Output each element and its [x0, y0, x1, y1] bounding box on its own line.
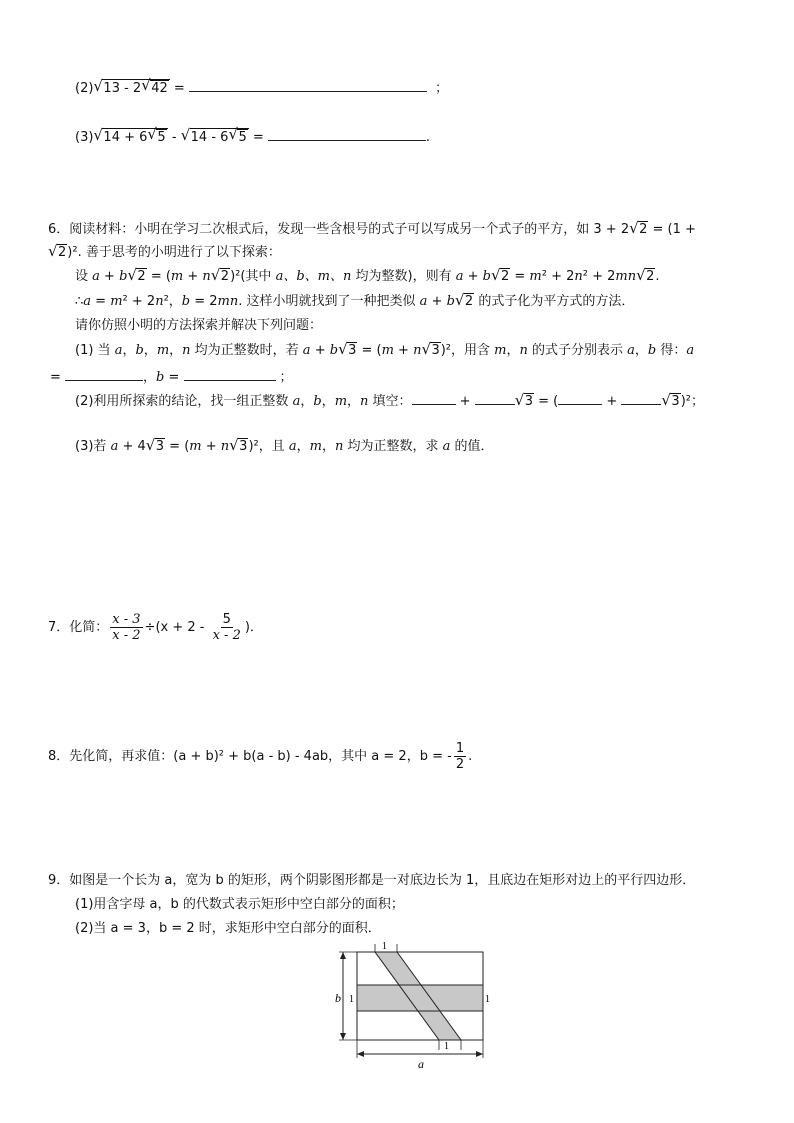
q6-l6o: + [393, 343, 414, 358]
q7-op: ÷(x + 2 - [144, 620, 209, 635]
q6-l3i: )²(其中 [230, 269, 276, 284]
q7-den1: x - 2 [112, 628, 141, 643]
label-1-right: 1 [485, 994, 490, 1005]
q6-l6end: a [686, 343, 695, 358]
q6-l6-rad1: √ 3 [338, 340, 357, 358]
q6-line4 [75, 293, 634, 311]
q6-l8a: (2)利用所探索的结论，找一组正整数 [75, 394, 293, 409]
q6-l6d: b [135, 343, 144, 358]
q6-l4i: = 2 [190, 294, 218, 309]
q6-l6i: 均为正整数时，若 [190, 343, 303, 358]
q6-l3l: a [455, 269, 464, 284]
q6-l3g: + [183, 269, 203, 284]
q6-l8r2: 3 [671, 394, 680, 409]
q6-l8j: + [455, 394, 475, 409]
q6-l9h: )²，且 [248, 439, 289, 454]
q6-l6u: n [519, 343, 528, 358]
q6-l3a: 设 [75, 269, 93, 284]
q6-answer-b-blank[interactable] [184, 366, 276, 381]
q6-l9j: ， [296, 439, 310, 454]
q6-l6b: a [114, 343, 123, 358]
q7-label: 7．化简： [48, 620, 109, 635]
q6-l3k: 均为整数)，则有 [351, 269, 456, 284]
q6-l9g: n [220, 439, 230, 454]
q6-l3r1: 2 [137, 269, 146, 284]
q6-l6n: m [381, 343, 394, 358]
q6-line5 [75, 317, 322, 335]
q6-l3-rad4: √ 2 [636, 266, 655, 284]
q6-l3j: a、b、m、n [275, 269, 352, 284]
q5-part3-b: + 6 [119, 130, 148, 145]
q6-answer-a-blank[interactable] [65, 366, 143, 381]
b-arrow-top [340, 952, 346, 959]
label-1-top: 1 [382, 941, 387, 952]
q5-part2-op: - 2 [119, 81, 142, 96]
q6-l7b: ， [143, 370, 157, 385]
q6-l8f: m [334, 394, 348, 409]
a-arrow-right [476, 1051, 483, 1057]
q5-part2-label: (2) [75, 81, 94, 96]
q5-part2-radical: √ 13 - 2 √ 42 [93, 76, 168, 96]
q5-part3-e: - 6 [207, 130, 229, 145]
q5-part2-r2: 42 [151, 81, 168, 96]
q6-l9k: m [309, 439, 322, 454]
q6-l9n: 均为正整数，求 [343, 439, 443, 454]
q6-l9-rad1: √ 3 [145, 436, 165, 454]
q6-l4-rad: √ 2 [454, 291, 474, 309]
q6-l3f: m [170, 269, 184, 284]
q8-end: . [468, 749, 473, 764]
q7-num1: x - 3 [112, 612, 141, 627]
q5-part2-inner-radical: √ 42 [141, 76, 168, 96]
q6-l3-rad1: √ 2 [127, 266, 146, 284]
q6-l4j: mn [217, 294, 239, 309]
q6-l6z: 得： [656, 343, 687, 358]
q6-l6r2: 3 [431, 343, 440, 358]
q6-l4d: m [110, 294, 123, 309]
q5-part3-c: 5 [157, 130, 166, 145]
q6-l6e: ， [143, 343, 157, 358]
q9-line1 [48, 872, 695, 890]
q6-l3r4: 2 [646, 269, 655, 284]
q6-l8r1: 3 [524, 394, 533, 409]
q6-l9c: + 4 [118, 439, 146, 454]
q7-num2: 5 [222, 612, 231, 627]
q6-l4b: a [83, 294, 92, 309]
q8 [48, 741, 472, 773]
q6-l9l: ， [321, 439, 335, 454]
q6-l1-radical: √ 2 [629, 219, 648, 237]
q6-l3p: m [529, 269, 542, 284]
q6-l6-rad2: √ 3 [421, 340, 440, 358]
q6-l4l: a [419, 294, 428, 309]
q6-l8g: ， [347, 394, 361, 409]
q6-l3c: + [99, 269, 120, 284]
q6-l3t: ² + 2 [582, 269, 616, 284]
q7-frac2 [211, 612, 243, 643]
q6-l8-rad1: √ 3 [514, 391, 533, 409]
q6-l9p: 的值． [450, 439, 494, 454]
q6-l8-rad2: √ 3 [661, 391, 680, 409]
q6-l6h: n [182, 343, 191, 358]
q5-part3-mid: - [167, 130, 181, 145]
q6-l8l: + [602, 394, 622, 409]
q5-part2-answer-blank[interactable] [189, 77, 427, 92]
q5-part2-eq: = [169, 81, 185, 96]
q5-part3-eq: = [248, 130, 264, 145]
q6-l9b: a [110, 439, 119, 454]
q6-l3q: ² + 2 [541, 269, 575, 284]
q6-l7a: = [50, 370, 66, 385]
q5-part3-f: 5 [238, 130, 247, 145]
q6-l9r1: 3 [155, 439, 165, 454]
q6-fill-a-blank[interactable] [412, 390, 456, 405]
q6-l6r1: 3 [348, 343, 357, 358]
q6-fill-b-blank[interactable] [475, 390, 515, 405]
q6-l6q: )²，用含 [440, 343, 495, 358]
q6-l3h: n [202, 269, 211, 284]
q6-line1 [48, 221, 696, 239]
q6-l8e: ， [321, 394, 335, 409]
q9-line3 [75, 920, 381, 938]
q6-l8i: 填空： [368, 394, 412, 409]
q6-l7d: = [164, 370, 184, 385]
q6-line8 [75, 390, 704, 411]
q6-l3o: = [510, 269, 530, 284]
q6-l6c: ， [122, 343, 136, 358]
q6-l9o: a [442, 439, 451, 454]
q6-l8b: a [292, 394, 301, 409]
q6-l6m: = ( [357, 343, 382, 358]
q6-l6p: n [413, 343, 422, 358]
q6-l1a: 6．阅读材料：小明在学习二次根式后，发现一些含根号的式子可以写成另一个式子的平方，如 3 + 2 [48, 222, 630, 237]
q5-part3-inner1: √ 5 [147, 125, 166, 145]
q6-l4g: ²， [163, 294, 182, 309]
q6-l9-rad2: √ 3 [229, 436, 248, 454]
q6-l7c: b [156, 370, 165, 385]
q6-l9a: (3)若 [75, 439, 111, 454]
q8-text: 8．先化简，再求值：(a + b)² + b(a - b) - 4ab，其中 a = 2，b = - [48, 749, 452, 764]
q6-l3-rad3: √ 2 [490, 266, 510, 284]
q5-part3-radical1: √ 14 + 6 √ 5 [93, 125, 166, 145]
q6-l4e: ² + 2 [122, 294, 156, 309]
q5-part3-inner2: √ 5 [228, 125, 247, 145]
q6-l8h: n [360, 394, 369, 409]
q6-l4m: + [427, 294, 447, 309]
q6-l9r2: 3 [239, 439, 248, 454]
q6-l6s: m [494, 343, 507, 358]
q6-l3e: = ( [146, 269, 171, 284]
q6-l9e: m [189, 439, 202, 454]
label-a: a [418, 1057, 424, 1070]
rectangle-figure [325, 940, 495, 1070]
q6-line7 [50, 366, 293, 387]
q9-line2 [75, 896, 404, 914]
q6-l6x: ， [634, 343, 648, 358]
q6-l3v: . [655, 269, 660, 284]
q6-l6f: m [156, 343, 170, 358]
q5-part2 [75, 77, 448, 98]
q6-l9i: a [288, 439, 297, 454]
label-1-bottom: 1 [444, 1041, 449, 1052]
q6-l8d: b [313, 394, 322, 409]
q5-part2-end: ； [435, 81, 449, 96]
q6-l3r3: 2 [500, 269, 510, 284]
q7-end: )． [244, 620, 263, 635]
q6-l4o: 的式子化为平方式的方法． [474, 294, 635, 309]
q6-fill-n-blank[interactable] [621, 390, 661, 405]
q5-part3-d: 14 [190, 130, 208, 145]
q5-part3-radical2: √ 14 - 6 √ 5 [180, 125, 247, 145]
q6-l4h: b [181, 294, 191, 309]
q6-l3d: b [119, 269, 128, 284]
q6-l3u: mn [615, 269, 637, 284]
q6-l4f: n [155, 294, 164, 309]
q6-l6j: a [302, 343, 311, 358]
q6-l4r: 2 [464, 294, 474, 309]
q6-line2 [48, 244, 281, 262]
q6-l1b: = (1 + [648, 222, 696, 237]
q6-l6l: b [329, 343, 339, 358]
q6-l3s: n [574, 269, 583, 284]
q8-frac [454, 741, 466, 772]
q6-l3m: + [463, 269, 483, 284]
q6-l8m: )²； [680, 394, 704, 409]
q6-l2r: 2 [58, 245, 67, 260]
q6-line9 [75, 438, 494, 456]
q7-frac1 [110, 612, 142, 643]
q5-part3 [75, 126, 430, 147]
q5-part3-end: . [425, 130, 431, 145]
q8-den: 2 [455, 757, 465, 772]
q6-l9d: = ( [165, 439, 190, 454]
q5-part3-answer-blank[interactable] [268, 126, 426, 141]
q6-line3 [75, 268, 660, 286]
q6-l4n: b [446, 294, 455, 309]
q6-l6v: 的式子分别表示 [527, 343, 628, 358]
q6-fill-m-blank[interactable] [558, 390, 602, 405]
q5-part2-r1: 13 [103, 81, 120, 96]
q6-l4c: = [91, 294, 111, 309]
q6-l3-rad2: √ 2 [210, 266, 230, 284]
b-arrow-bottom [340, 1033, 346, 1040]
q6-l6y: b [647, 343, 657, 358]
q6-l8c: ， [300, 394, 314, 409]
q5-part3-label: (3) [75, 130, 94, 145]
q6-l6k: + [310, 343, 330, 358]
q6-l3b: a [92, 269, 100, 284]
q6-l2-radical: √ 2 [48, 242, 67, 260]
q6-l8k: = ( [534, 394, 559, 409]
q6-l5: 请你仿照小明的方法探索并解决下列问题： [75, 318, 323, 333]
q9-l1: 9．如图是一个长为 a，宽为 b 的矩形，两个阴影图形都是一对底边长为 1，且底边在矩形对边上的平行四边形． [48, 873, 696, 888]
q6-l6g: ， [169, 343, 183, 358]
q6-l1r: 2 [639, 222, 648, 237]
label-1-left: 1 [349, 994, 354, 1005]
q7 [48, 612, 263, 644]
a-arrow-left [357, 1051, 364, 1057]
q9-l3: (2)当 a = 3，b = 2 时，求矩形中空白部分的面积． [75, 921, 381, 936]
q6-line6 [75, 342, 694, 360]
q5-part3-a: 14 [103, 130, 120, 145]
q6-l3n: b [482, 269, 491, 284]
q6-l2b: )². 善于思考的小明进行了以下探索： [67, 245, 281, 260]
q6-l3r2: 2 [220, 269, 230, 284]
q6-l6a: (1) 当 [75, 343, 115, 358]
q6-l6t: ， [506, 343, 520, 358]
label-b: b [335, 991, 341, 1005]
q7-den2: x - 2 [212, 628, 241, 643]
q6-l9m: n [334, 439, 344, 454]
q8-num: 1 [455, 741, 465, 756]
q6-l7e: ； [279, 370, 293, 385]
q6-l4a: ∴ [75, 294, 84, 309]
q6-l6w: a [627, 343, 635, 358]
q6-l9f: + [201, 439, 221, 454]
q9-l2: (1)用含字母 a，b 的代数式表示矩形中空白部分的面积； [75, 897, 404, 912]
q6-l4k: . 这样小明就找到了一种把类似 [238, 294, 420, 309]
